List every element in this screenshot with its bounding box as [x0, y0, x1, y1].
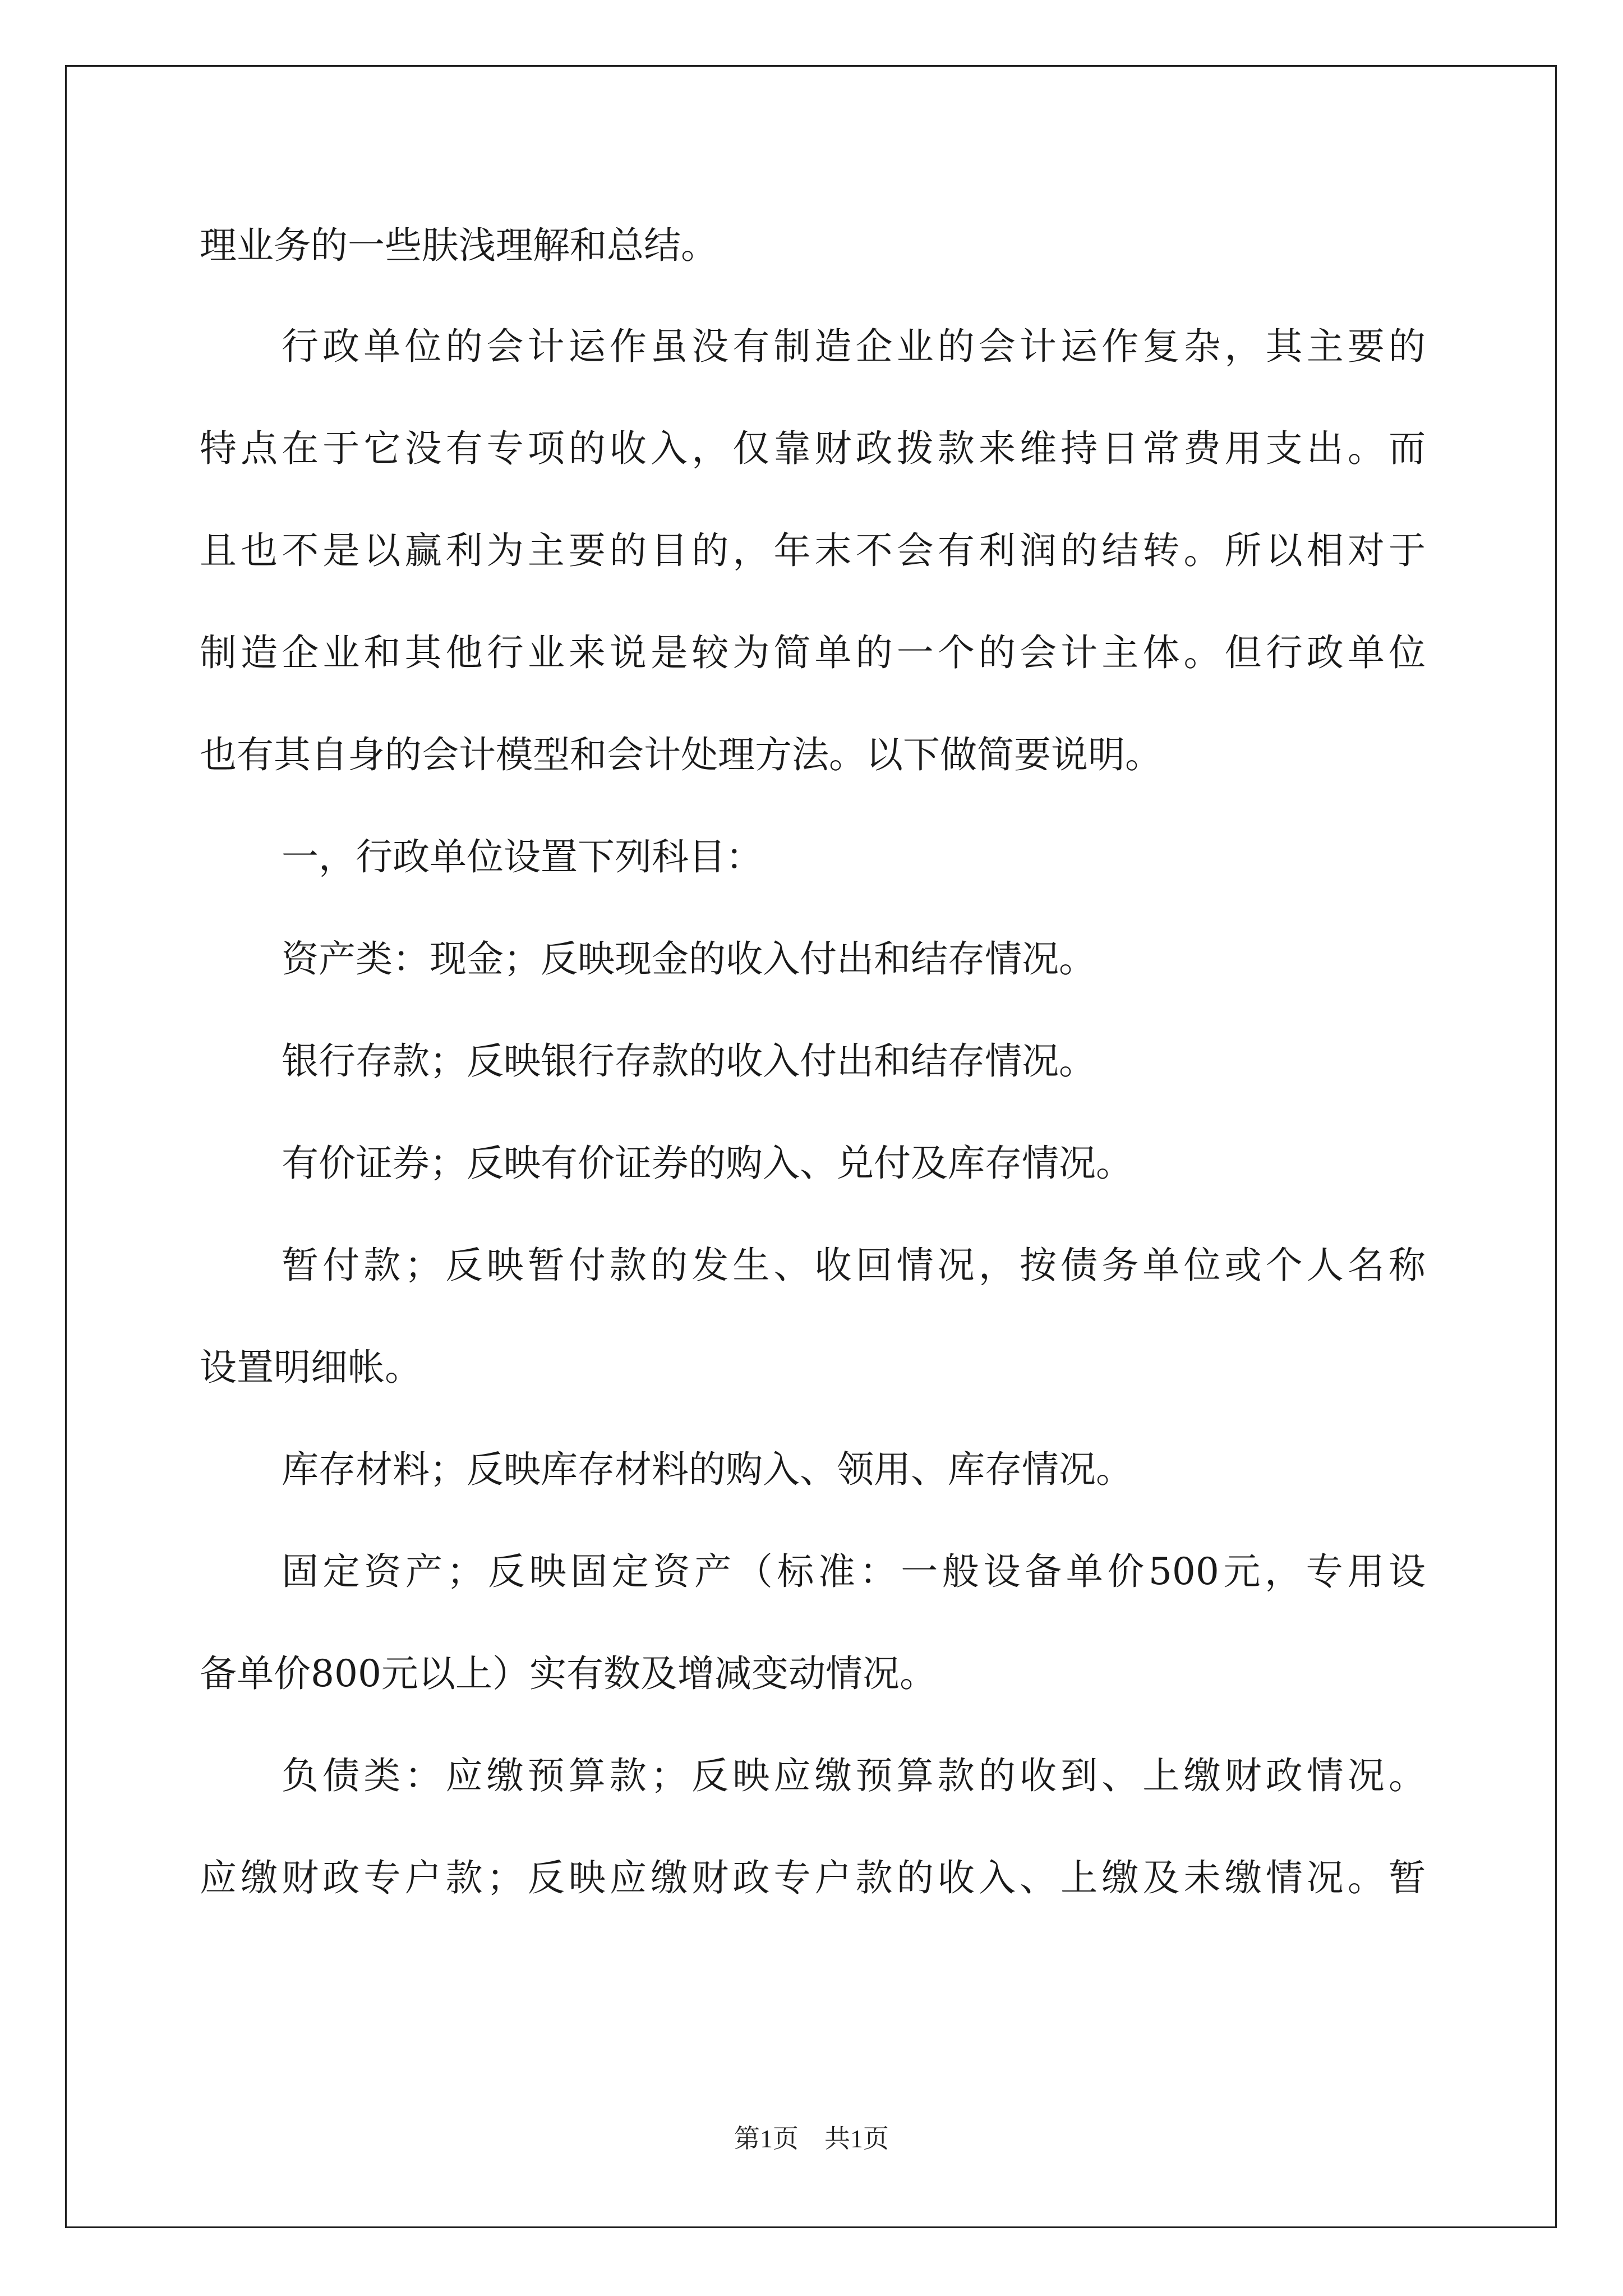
text-line-1: 理业务的一些肤浅理解和总结。 — [200, 224, 718, 267]
text-line-13: 库存材料；反映库存材料的购入、领用、库存情况。 — [282, 1448, 1133, 1491]
text-line-12: 设置明细帐。 — [200, 1346, 422, 1389]
text-line-11: 暂付款；反映暂付款的发生、收回情况，按债务单位或个人名称 — [282, 1244, 1426, 1287]
page-footer — [0, 2118, 1623, 2155]
text-line-9: 银行存款；反映银行存款的收入付出和结存情况。 — [282, 1039, 1096, 1083]
text-line-2: 行政单位的会计运作虽没有制造企业的会计运作复杂，其主要的 — [282, 325, 1426, 368]
text-line-5: 制造企业和其他行业来说是较为简单的一个的会计主体。但行政单位 — [200, 631, 1426, 674]
text-line-6: 也有其自身的会计模型和会计处理方法。以下做简要说明。 — [200, 733, 1162, 776]
total-pages: 共1页 — [824, 2124, 889, 2153]
text-line-4: 且也不是以赢利为主要的目的，年末不会有利润的结转。所以相对于 — [200, 529, 1426, 572]
text-line-7: 一，行政单位设置下列科目： — [282, 835, 763, 878]
text-line-14: 固定资产；反映固定资产（标准：一般设备单价500元，专用设 — [282, 1550, 1426, 1593]
text-line-10: 有价证券；反映有价证券的购入、兑付及库存情况。 — [282, 1142, 1133, 1185]
text-line-8: 资产类：现金；反映现金的收入付出和结存情况。 — [282, 937, 1096, 981]
text-line-15: 备单价800元以上）实有数及增减变动情况。 — [200, 1652, 937, 1695]
text-line-17: 应缴财政专户款；反映应缴财政专户款的收入、上缴及未缴情况。暂 — [200, 1856, 1426, 1899]
text-line-3: 特点在于它没有专项的收入，仅靠财政拨款来维持日常费用支出。而 — [200, 427, 1426, 470]
page-number: 第1页 — [734, 2124, 799, 2153]
text-line-16: 负债类：应缴预算款；反映应缴预算款的收到、上缴财政情况。 — [282, 1754, 1426, 1797]
